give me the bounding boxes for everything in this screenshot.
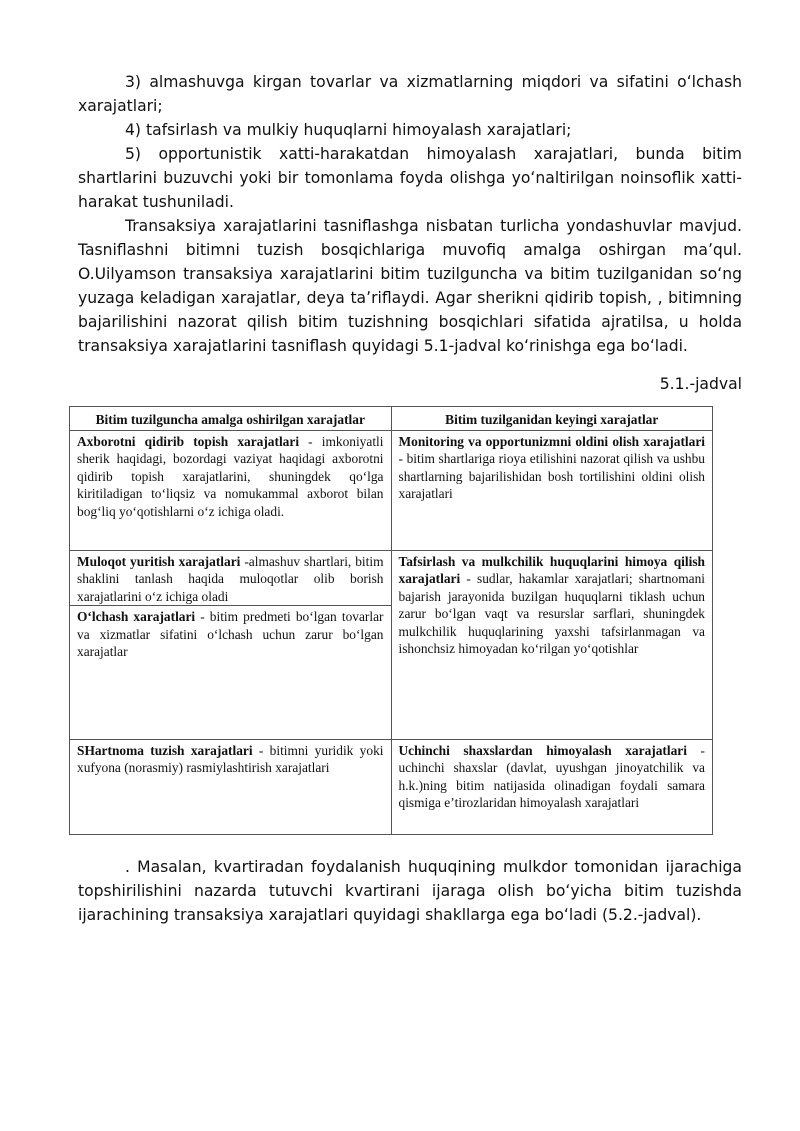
document-page bbox=[78, 70, 742, 927]
header-before-deal: Bitim tuzilguncha amalga oshirilgan xarajatlar bbox=[70, 407, 392, 431]
cell-contract-costs bbox=[70, 739, 392, 834]
transaction-costs-table bbox=[69, 406, 713, 835]
cell-search-costs bbox=[70, 430, 392, 550]
desc-search-costs: - imkoniyatli sherik haqidagi, bozordagi vaziyat haqidagi axborotni qidirib topish xarajatlarini, shuningdek qoʻlga kiritiladigan toʻliqsiz va nomukammal axborot bilan bogʻliq yoʻqotishlarni oʻz ichiga oladi. bbox=[77, 433, 384, 519]
block-measurement-costs bbox=[70, 605, 391, 661]
paragraph-example: . Masalan, kvartiradan foydalanish huquqining mulkdor tomonidan ijarachiga topshirilishini nazarda tutuvchi kvartirani ijaraga olish boʻyicha bitim tuzishda ijarachining transaksiya xarajatlari quyidagi shakllarga ega boʻladi (5.2.-jadval). bbox=[78, 857, 742, 924]
term-property-rights-costs: Tafsirlash va mulkchilik huquqlarini himoya qilish xarajatlari bbox=[398, 553, 705, 586]
term-measurement-costs: Oʻlchash xarajatlari bbox=[77, 609, 196, 624]
table-header-row bbox=[70, 407, 713, 431]
desc-contract-costs: - bitimni yuridik yoki xufyona (norasmiy) rasmiylashtirish xarajatlari bbox=[77, 742, 384, 775]
paragraph-classification: Transaksiya xarajatlarini tasniflashga nisbatan turlicha yondashuvlar mavjud. Tasniflashni bitimni tuzish bosqichlariga muvofiq amalga oshirgan maʼqul. O.Uilyamson transaksiya xarajatlarini bitim tuzilguncha va bitim tuzilganidan soʻng yuzaga keladigan xarajatlar, deya taʼriflaydi. Agar sherikni qidirib topish, , bitimning bajarilishini nazorat qilish bitim tuzishning bosqichlari sifatida ajratilsa, u holda transaksiya xarajatlarini tasniflash quyidagi 5.1-jadval koʻrinishga ega boʻladi. bbox=[78, 217, 742, 355]
cell-property-rights-costs bbox=[391, 550, 713, 739]
table-caption: 5.1.-jadval bbox=[659, 375, 742, 393]
cell-monitoring-costs bbox=[391, 430, 713, 550]
desc-third-party-costs: - uchinchi shaxslar (davlat, uyushgan jinoyatchilik va h.k.)ning bitim natijasida olinadigan foydali samara qismiga eʼtirozlaridan himoyalash xarajatlari bbox=[398, 742, 705, 810]
table-row bbox=[70, 550, 713, 739]
term-negotiation-costs: Muloqot yuritish xarajatlari bbox=[77, 553, 241, 569]
cell-third-party-costs bbox=[391, 739, 713, 834]
paragraph-item-5: 5) opportunistik xatti-harakatdan himoyalash xarajatlari, bunda bitim shartlarini buzuvchi yoki bir tomonlama foyda olishga yoʻnaltirilgan noinsoflik xatti-harakat tushuniladi. bbox=[78, 145, 742, 211]
header-after-deal: Bitim tuzilganidan keyingi xarajatlar bbox=[391, 407, 713, 431]
term-monitoring-costs: Monitoring va opportunizmni oldini olish xarajatlari bbox=[398, 433, 705, 449]
desc-monitoring-costs: - bitim shartlariga rioya etilishini nazorat qilish va ushbu shartlarning bajarilishidan bosh tortilishini oldini olish xarajatlari bbox=[398, 451, 705, 501]
table-row bbox=[70, 739, 713, 834]
term-third-party-costs: Uchinchi shaxslardan himoyalash xarajatlari bbox=[398, 742, 687, 758]
desc-negotiation-costs: -almashuv shartlari, bitim shaklini tanlash haqida muloqotlar olib borish xarajatlarini oʻz ichiga oladi bbox=[77, 553, 384, 604]
term-search-costs: Axborotni qidirib topish xarajatlari bbox=[77, 433, 300, 449]
cell-negotiation-measurement bbox=[70, 550, 392, 739]
desc-measurement-costs: - bitim predmeti boʻlgan tovarlar va xizmatlar sifatini oʻlchash uchun zarur boʻlgan xarajatlar bbox=[77, 609, 384, 659]
term-contract-costs: SHartnoma tuzish xarajatlari bbox=[77, 742, 253, 758]
block-negotiation-costs bbox=[77, 553, 384, 606]
desc-property-rights-costs: - sudlar, hakamlar xarajatlari; shartnomani bajarish jarayonida buzilgan huquqlarni tiklash uchun zarur boʻlgan vaqt va resurslar sarflari, shuningdek mulkchilik huquqlarining yaxshi tafsirlanmagan va ishonchsiz himoyadan koʻrilgan yoʻqotishlar bbox=[398, 571, 705, 656]
table-row bbox=[70, 430, 713, 550]
paragraph-item-3: 3) almashuvga kirgan tovarlar va xizmatlarning miqdori va sifatini oʻlchash xarajatlari; bbox=[78, 73, 742, 115]
paragraph-item-4: 4) tafsirlash va mulkiy huquqlarni himoyalash xarajatlari; bbox=[125, 121, 572, 139]
